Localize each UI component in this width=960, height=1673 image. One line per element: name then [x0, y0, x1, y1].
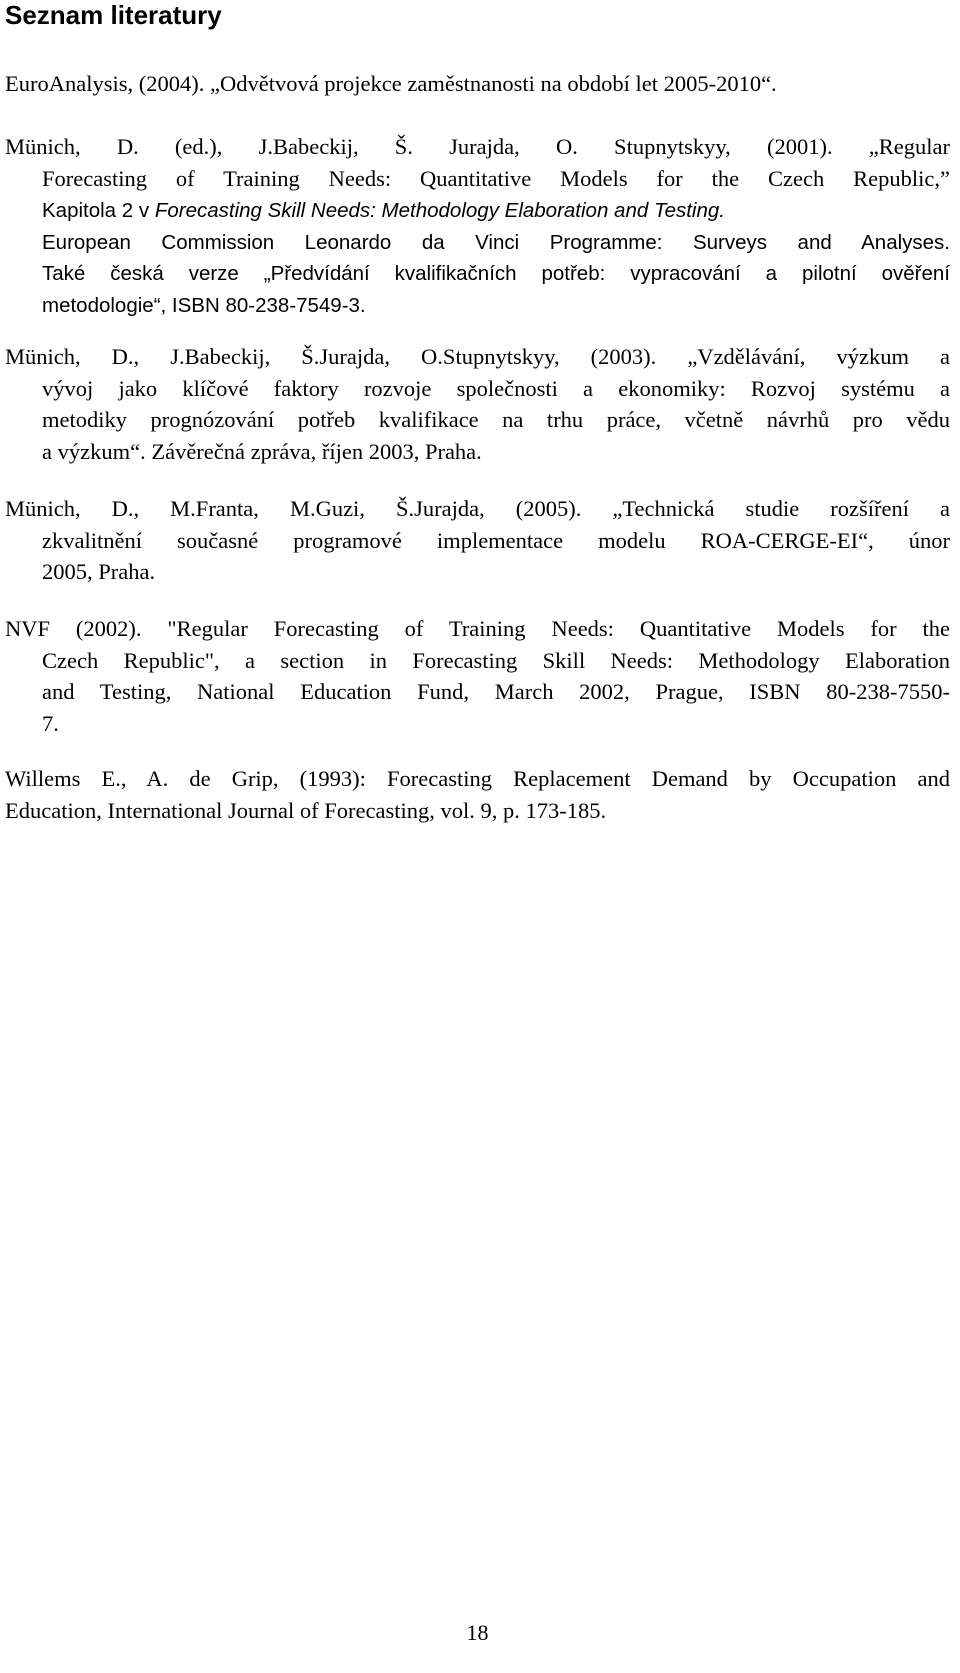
reference-line: Münich, D., J.Babeckij, Š.Jurajda, O.Stupnytskyy, (2003). „Vzdělávání, výzkum a — [5, 344, 950, 369]
reference-willems-1993 — [5, 763, 950, 826]
document-page — [5, 0, 950, 1645]
reference-line: EuroAnalysis, (2004). „Odvětvová projekce zaměstnanosti na období let 2005-2010“. — [5, 71, 777, 96]
reference-text: Kapitola 2 v — [42, 199, 155, 222]
reference-munich-2003 — [5, 341, 950, 467]
reference-line: vývoj jako klíčové faktory rozvoje společnosti a ekonomiky: Rozvoj systému a — [42, 375, 950, 401]
reference-euroanalysis — [5, 68, 950, 100]
reference-line: Willems E., A. de Grip, (1993): Forecasting Replacement Demand by Occupation and — [5, 766, 950, 791]
reference-line: Také česká verze „Předvídání kvalifikačních potřeb: vypracování a pilotní ověření — [42, 262, 950, 285]
reference-munich-2005 — [5, 493, 950, 588]
reference-line: Czech Republic", a section in Forecasting Skill Needs: Methodology Elaboration — [42, 647, 950, 673]
reference-line: and Testing, National Education Fund, March 2002, Prague, ISBN 80-238-7550- — [42, 679, 950, 704]
reference-line: metodologie“, ISBN 80-238-7549-3. — [42, 293, 366, 317]
reference-line: 7. — [42, 710, 59, 736]
reference-line: NVF (2002). "Regular Forecasting of Training Needs: Quantitative Models for the — [5, 616, 950, 641]
reference-line: 2005, Praha. — [42, 559, 156, 584]
page-number: 18 — [466, 1620, 489, 1645]
reference-nvf-2002 — [5, 613, 950, 739]
reference-line: Münich, D., M.Franta, M.Guzi, Š.Jurajda, (2005). „Technická studie rozšíření a — [5, 496, 950, 521]
reference-line: a výzkum“. Závěrečná zpráva, říjen 2003, Praha. — [42, 438, 482, 464]
reference-book-title: Forecasting Skill Needs: Methodology Elaboration and Testing. — [154, 199, 725, 222]
reference-line: European Commission Leonardo da Vinci Programme: Surveys and Analyses. — [42, 230, 950, 254]
reference-line: metodiky prognózování potřeb kvalifikace na trhu práce, včetně návrhů pro vědu — [42, 407, 950, 432]
reference-line: Forecasting of Training Needs: Quantitative Models for the Czech Republic,” — [42, 165, 950, 191]
reference-line: zkvalitnění současné programové implementace modelu ROA-CERGE-EI“, únor — [42, 527, 950, 553]
reference-line: Münich, D. (ed.), J.Babeckij, Š. Jurajda, O. Stupnytskyy, (2001). „Regular — [5, 134, 950, 159]
page-title: Seznam literatury — [5, 0, 222, 30]
reference-line — [5, 194, 950, 227]
reference-munich-2001 — [5, 131, 950, 321]
reference-line: Education, International Journal of Forecasting, vol. 9, p. 173-185. — [5, 797, 607, 823]
